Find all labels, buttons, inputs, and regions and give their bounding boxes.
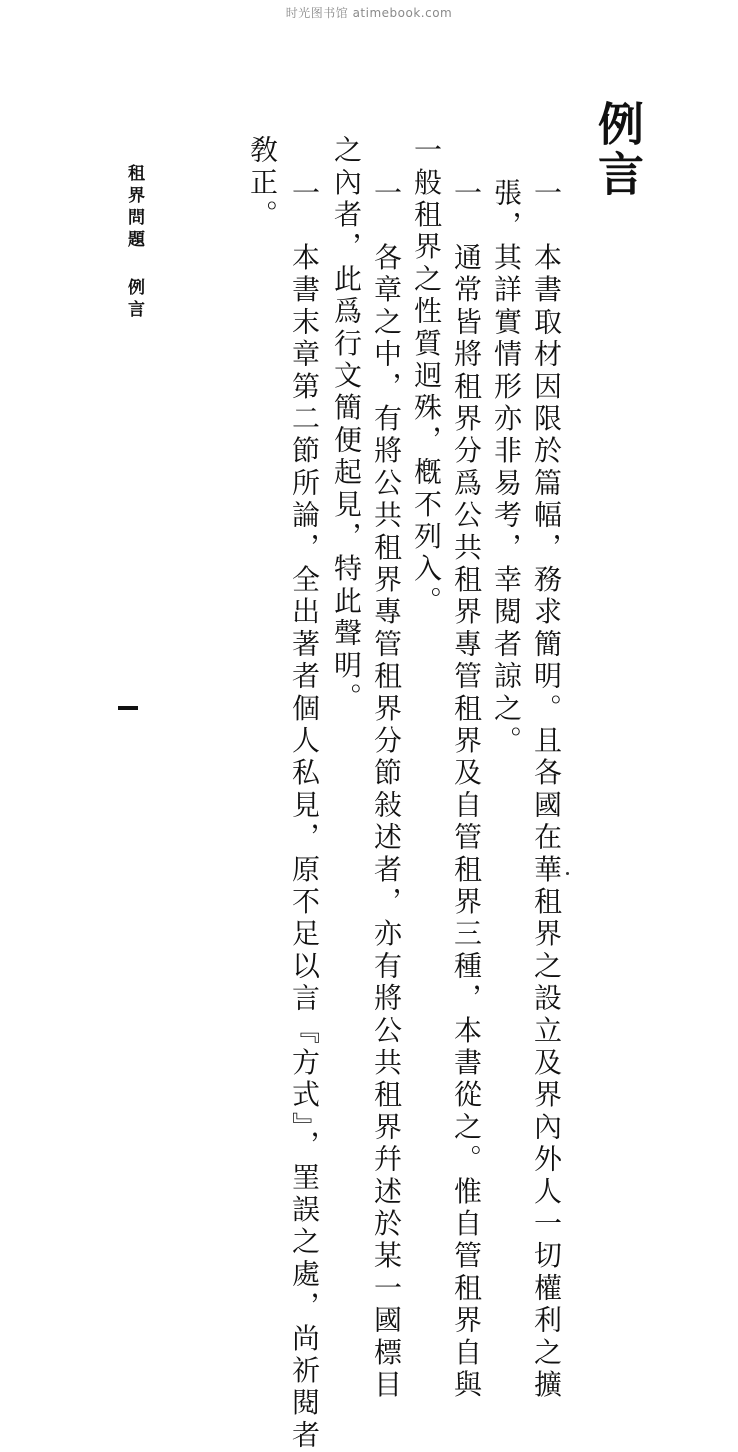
running-header-book: 租界問題 <box>124 164 144 252</box>
running-header-section: 例言 <box>124 278 144 322</box>
text-column: 一 各章之中，有將公共租界專管租界分節敍述者，亦有將公共租界幷述於某一國標目 <box>370 178 403 1402</box>
text-column: 張，其詳實情形亦非易考，幸閱者諒之。 <box>490 178 523 758</box>
text-column: 之內者，此爲行文簡便起見，特此聲明。 <box>330 135 363 715</box>
text-column: 敎正。 <box>246 135 279 232</box>
watermark: 时光图书馆 atimebook.com <box>285 6 453 20</box>
ink-speck <box>566 872 569 875</box>
text-column: 一 通常皆將租界分爲公共租界專管租界及自管租界三種，本書從之。惟自管租界自與 <box>450 178 483 1402</box>
page-title: 例言 <box>591 100 645 200</box>
running-header <box>122 164 147 322</box>
text-column: 一般租界之性質迥殊，槪不列入。 <box>410 135 443 618</box>
text-column: 一 本書取材因限於篇幅，務求簡明。且各國在華租界之設立及界內外人一切權利之擴 <box>530 178 563 1402</box>
page-number <box>118 706 138 710</box>
text-column: 一 本書末章第二節所論，全出著者個人私見，原不足以言『方式』，罣誤之處，尚祈閱者 <box>288 178 321 1452</box>
